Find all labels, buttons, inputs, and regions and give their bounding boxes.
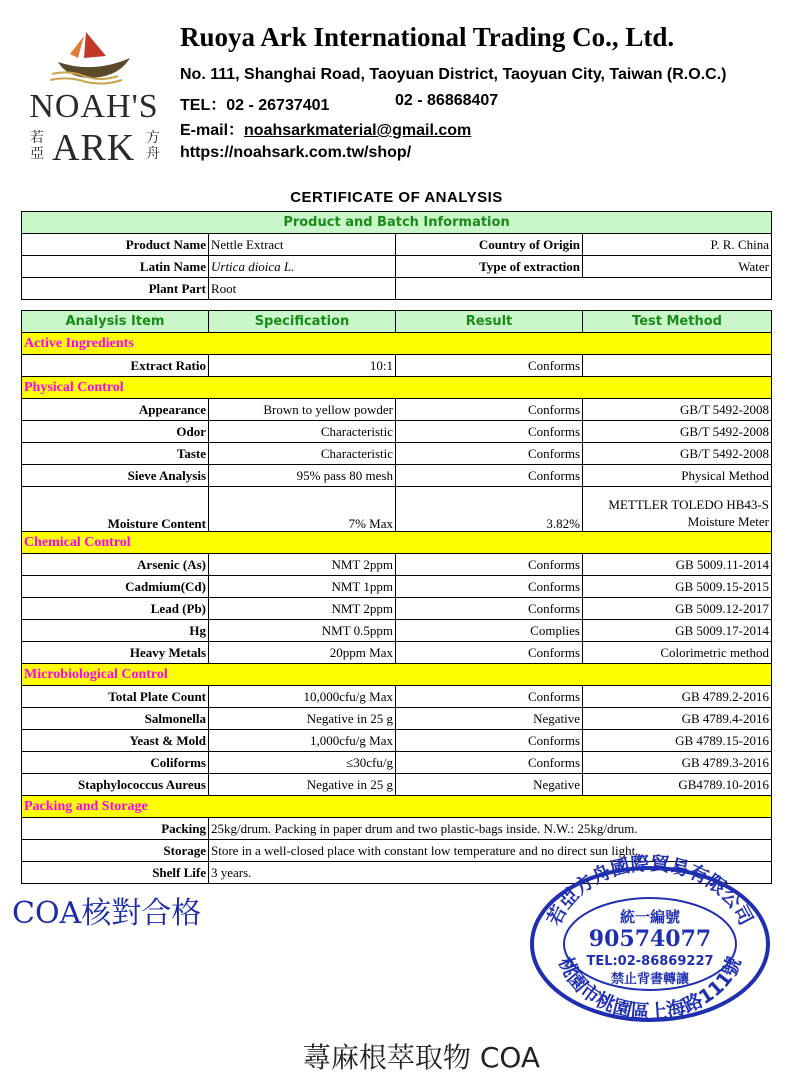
table-row	[22, 598, 772, 620]
test-method: GB4789.10-2016	[583, 774, 772, 796]
seal-ring-top: 若亞方舟國際貿易有限公司	[543, 852, 757, 929]
result: Conforms	[396, 399, 583, 421]
specification: NMT 2ppm	[209, 554, 396, 576]
result: Conforms	[396, 554, 583, 576]
country-value: P. R. China	[583, 234, 772, 256]
test-method: GB 5009.17-2014	[583, 620, 772, 642]
moisture-method-line2: Moisture Meter	[687, 514, 769, 529]
packing-item-label: Packing	[22, 818, 209, 840]
specification: 95% pass 80 mesh	[209, 465, 396, 487]
header-result: Result	[396, 311, 583, 333]
result: Conforms	[396, 421, 583, 443]
result: Conforms	[396, 642, 583, 664]
tel-label: TEL：	[180, 97, 227, 114]
moisture-method	[583, 487, 772, 532]
analysis-item: Hg	[22, 620, 209, 642]
table-row	[22, 355, 772, 377]
test-method: GB 4789.2-2016	[583, 686, 772, 708]
specification: Characteristic	[209, 443, 396, 465]
test-method: GB/T 5492-2008	[583, 399, 772, 421]
latin-name-label: Latin Name	[22, 256, 209, 278]
product-info-table	[21, 211, 772, 300]
table-row	[22, 686, 772, 708]
header-test-method: Test Method	[583, 311, 772, 333]
test-method: GB 5009.11-2014	[583, 554, 772, 576]
header-analysis-item: Analysis Item	[22, 311, 209, 333]
website-link[interactable]: https://noahsark.com.tw/shop/	[180, 144, 412, 161]
specification: Negative in 25 g	[209, 774, 396, 796]
company-seal	[528, 852, 772, 1022]
test-method: Colorimetric method	[583, 642, 772, 664]
table-row	[22, 554, 772, 576]
specification: 10:1	[209, 355, 396, 377]
test-method: GB/T 5492-2008	[583, 443, 772, 465]
section-microbiological-control: Microbiological Control	[22, 664, 772, 686]
test-method: GB 5009.12-2017	[583, 598, 772, 620]
moisture-item: Moisture Content	[22, 487, 209, 532]
plant-part-label: Plant Part	[22, 278, 209, 300]
logo-ark: ARK	[52, 127, 136, 169]
result: Conforms	[396, 576, 583, 598]
specification: Characteristic	[209, 421, 396, 443]
specification: 1,000cfu/g Max	[209, 730, 396, 752]
specification: Brown to yellow powder	[209, 399, 396, 421]
analysis-item: Extract Ratio	[22, 355, 209, 377]
product-info-title: Product and Batch Information	[22, 212, 772, 234]
result: Conforms	[396, 443, 583, 465]
specification: NMT 0.5ppm	[209, 620, 396, 642]
email-line	[180, 117, 471, 140]
empty-cell	[396, 278, 772, 300]
certificate-title: CERTIFICATE OF ANALYSIS	[290, 189, 503, 206]
analysis-item: Staphylococcus Aureus	[22, 774, 209, 796]
seal-line-3: TEL:02-86869227	[586, 954, 714, 969]
country-label: Country of Origin	[396, 234, 583, 256]
packing-item-label: Shelf Life	[22, 862, 209, 884]
phone-number-2: 02 - 86868407	[395, 92, 499, 109]
moisture-spec: 7% Max	[209, 487, 396, 532]
specification: 10,000cfu/g Max	[209, 686, 396, 708]
result: Negative	[396, 708, 583, 730]
test-method: GB 5009.15-2015	[583, 576, 772, 598]
test-method: Physical Method	[583, 465, 772, 487]
table-row	[22, 730, 772, 752]
test-method: GB 4789.4-2016	[583, 708, 772, 730]
section-packing-storage: Packing and Storage	[22, 796, 772, 818]
analysis-item: Taste	[22, 443, 209, 465]
product-name-value: Nettle Extract	[209, 234, 396, 256]
specification: ≤30cfu/g	[209, 752, 396, 774]
ship-icon	[48, 28, 138, 86]
table-row	[22, 399, 772, 421]
specification: 20ppm Max	[209, 642, 396, 664]
seal-line-4: 禁止背書轉讓	[610, 972, 690, 987]
phone-number-1: 02 - 26737401	[226, 97, 330, 114]
seal-ring-bottom: 桃園市桃園區上海路111號	[554, 954, 746, 1022]
company-logo	[18, 28, 170, 168]
extraction-value: Water	[583, 256, 772, 278]
analysis-item: Salmonella	[22, 708, 209, 730]
seal-line-1: 統一編號	[619, 908, 681, 926]
section-physical-control: Physical Control	[22, 377, 772, 399]
company-address: No. 111, Shanghai Road, Taoyuan District, Taoyuan City, Taiwan (R.O.C.)	[180, 66, 727, 83]
analysis-item: Odor	[22, 421, 209, 443]
email-label: E-mail：	[180, 122, 245, 139]
packing-item-value: 3 years.	[209, 862, 772, 884]
coa-verified-stamp: COA核對合格	[12, 896, 202, 931]
section-active-ingredients: Active Ingredients	[22, 333, 772, 355]
test-method: GB/T 5492-2008	[583, 421, 772, 443]
analysis-item: Appearance	[22, 399, 209, 421]
packing-item-value: 25kg/drum. Packing in paper drum and two plastic-bags inside. N.W.: 25kg/drum.	[209, 818, 772, 840]
test-method	[583, 355, 772, 377]
result: Conforms	[396, 355, 583, 377]
specification: NMT 2ppm	[209, 598, 396, 620]
table-row	[22, 642, 772, 664]
result: Conforms	[396, 752, 583, 774]
analysis-item: Cadmium(Cd)	[22, 576, 209, 598]
section-chemical-control: Chemical Control	[22, 532, 772, 554]
analysis-table	[21, 310, 772, 884]
extraction-label: Type of extraction	[396, 256, 583, 278]
seal-line-2: 90574077	[588, 926, 712, 952]
moisture-method-line1: METTLER TOLEDO HB43-S	[608, 497, 769, 512]
result: Conforms	[396, 730, 583, 752]
specification: NMT 1ppm	[209, 576, 396, 598]
analysis-item: Heavy Metals	[22, 642, 209, 664]
result: Negative	[396, 774, 583, 796]
table-row	[22, 443, 772, 465]
company-name: Ruoya Ark International Trading Co., Ltd.	[180, 22, 675, 52]
header-specification: Specification	[209, 311, 396, 333]
analysis-item: Arsenic (As)	[22, 554, 209, 576]
bottom-caption: 蕁麻根萃取物 COA	[302, 1041, 541, 1074]
latin-name-value: Urtica dioica L.	[209, 256, 396, 278]
logo-cjk-right: 方舟	[146, 130, 160, 162]
result: Conforms	[396, 686, 583, 708]
table-row	[22, 818, 772, 840]
product-name-label: Product Name	[22, 234, 209, 256]
analysis-item: Sieve Analysis	[22, 465, 209, 487]
test-method: GB 4789.3-2016	[583, 752, 772, 774]
result: Conforms	[396, 465, 583, 487]
table-row	[22, 487, 772, 532]
table-row	[22, 708, 772, 730]
analysis-item: Total Plate Count	[22, 686, 209, 708]
logo-cjk-left: 若亞	[30, 130, 44, 162]
result: Conforms	[396, 598, 583, 620]
packing-item-value: Store in a well-closed place with constant low temperature and no direct sun light.	[209, 840, 772, 862]
table-row	[22, 752, 772, 774]
analysis-item: Yeast & Mold	[22, 730, 209, 752]
analysis-item: Coliforms	[22, 752, 209, 774]
table-row	[22, 774, 772, 796]
table-row	[22, 620, 772, 642]
phone-line	[180, 92, 499, 115]
analysis-item: Lead (Pb)	[22, 598, 209, 620]
test-method: GB 4789.15-2016	[583, 730, 772, 752]
table-row	[22, 465, 772, 487]
specification: Negative in 25 g	[209, 708, 396, 730]
moisture-result: 3.82%	[396, 487, 583, 532]
table-row	[22, 421, 772, 443]
packing-item-label: Storage	[22, 840, 209, 862]
result: Complies	[396, 620, 583, 642]
logo-brand: NOAH'S	[29, 88, 159, 125]
table-row	[22, 576, 772, 598]
email-link[interactable]: noahsarkmaterial@gmail.com	[244, 122, 472, 139]
plant-part-value: Root	[209, 278, 396, 300]
